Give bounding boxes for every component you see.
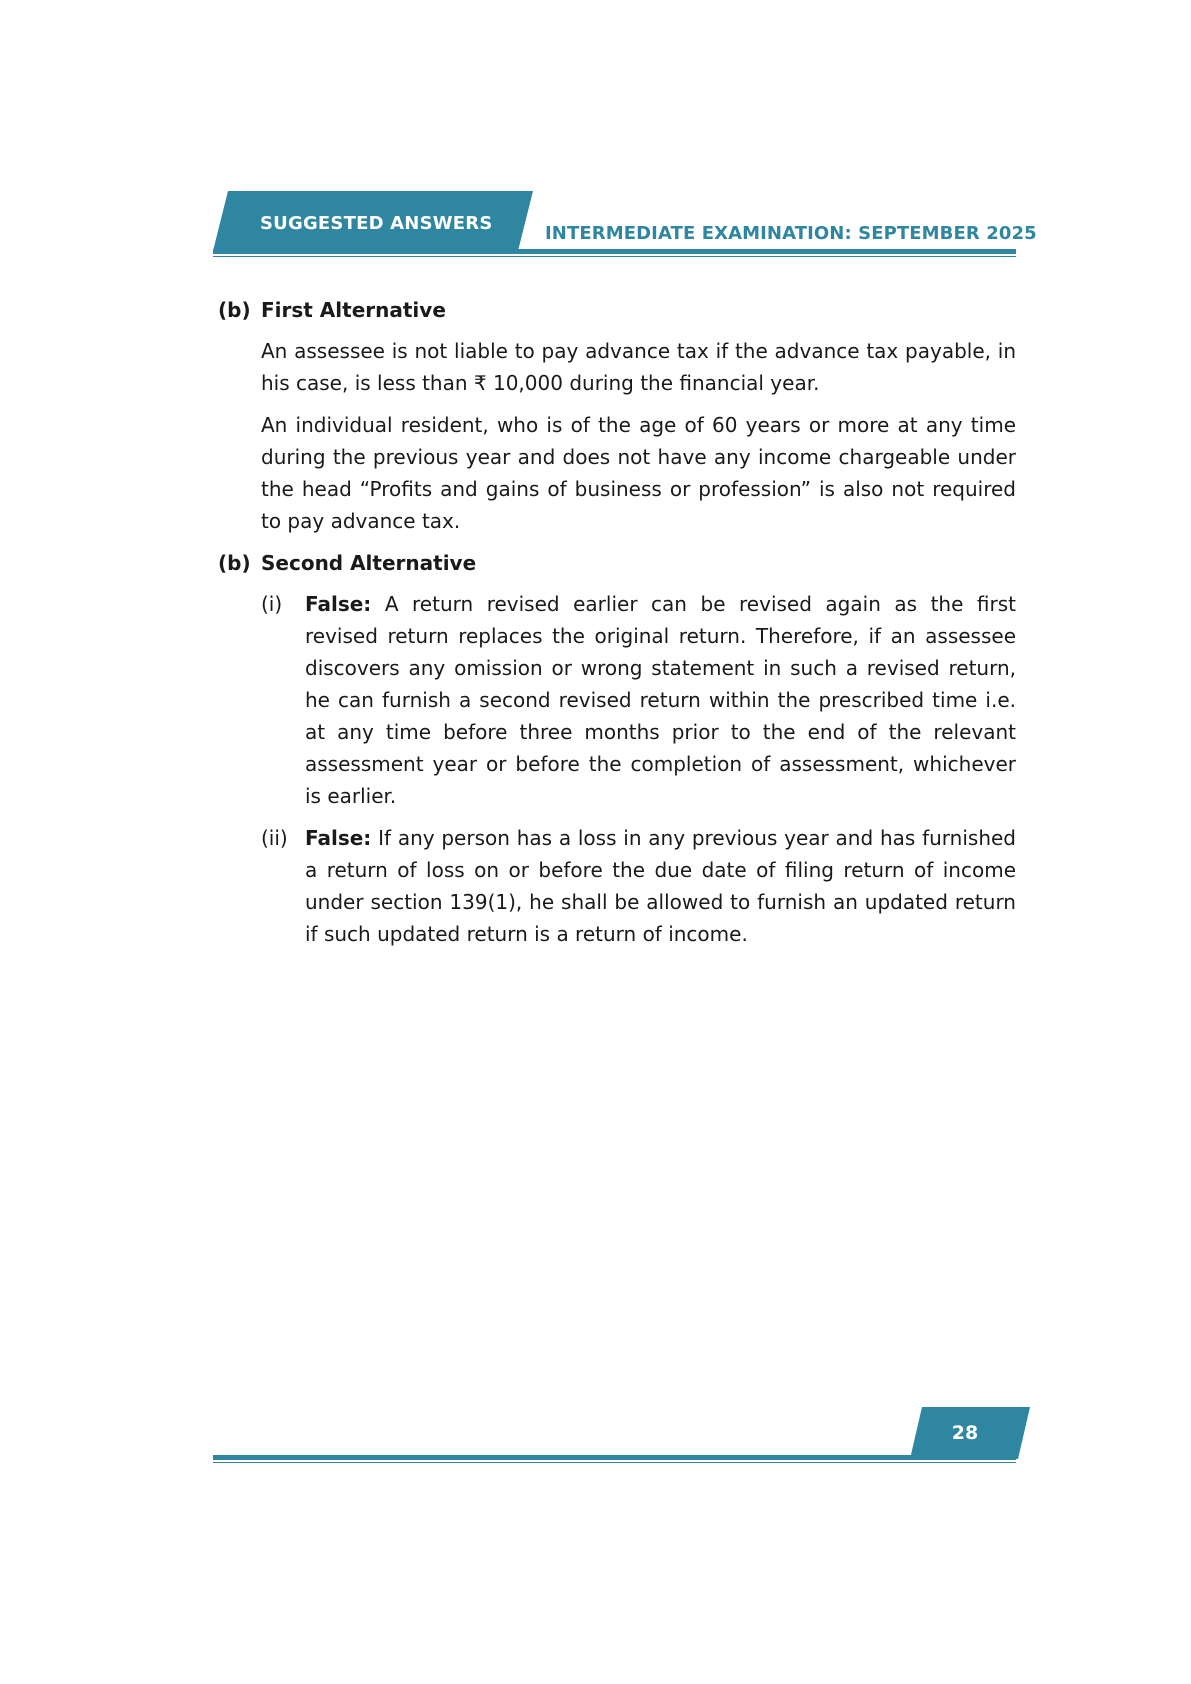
header-tab <box>213 191 533 253</box>
section-heading-first <box>218 294 1016 326</box>
item-body <box>305 588 1016 812</box>
section-title: Second Alternative <box>261 551 477 575</box>
item-verdict: False: <box>305 826 372 850</box>
item-text: A return revised earlier can be revised again as the first revised return replaces the original return. Therefore, if an assessee discovers any omission or wrong statement in such a revised return, he can furnish a second revised return within the prescribed time i.e. at any time before three months prior to the end of the relevant assessment year or before the completion of assessment, whichever is earlier. <box>305 592 1016 808</box>
paragraph: An individual resident, who is of the age of 60 years or more at any time during the previous year and does not have any income chargeable under the head “Profits and gains of business or profession” is also not required to pay advance tax. <box>261 413 1016 533</box>
item-verdict: False: <box>305 592 372 616</box>
paragraph: An assessee is not liable to pay advance tax if the advance tax payable, in his case, is less than ₹ 10,000 during the financial year. <box>261 339 1016 395</box>
header-rule-thin <box>213 256 1016 257</box>
item-text: If any person has a loss in any previous year and has furnished a return of loss on or before the due date of filing return of income under section 139(1), he shall be allowed to furnish an updated return if such updated return is a return of income. <box>305 826 1016 946</box>
section-heading-second <box>218 547 1016 579</box>
section-title: First Alternative <box>261 298 446 322</box>
list-item <box>261 588 1016 812</box>
item-number: (ii) <box>261 826 288 850</box>
section-label: (b) <box>218 298 251 322</box>
list-item <box>261 822 1016 950</box>
item-number: (i) <box>261 592 283 616</box>
footer-rule-thin <box>213 1462 1016 1463</box>
footer-rule <box>213 1455 1016 1460</box>
document-body <box>218 294 1016 960</box>
page-number-tab <box>910 1407 1030 1459</box>
exam-title: INTERMEDIATE EXAMINATION: SEPTEMBER 2025 <box>545 223 1037 244</box>
section-label: (b) <box>218 551 251 575</box>
header-tab-label: SUGGESTED ANSWERS <box>260 213 493 234</box>
header-rule <box>213 249 1016 254</box>
page-number: 28 <box>951 1422 979 1444</box>
item-body <box>305 822 1016 950</box>
